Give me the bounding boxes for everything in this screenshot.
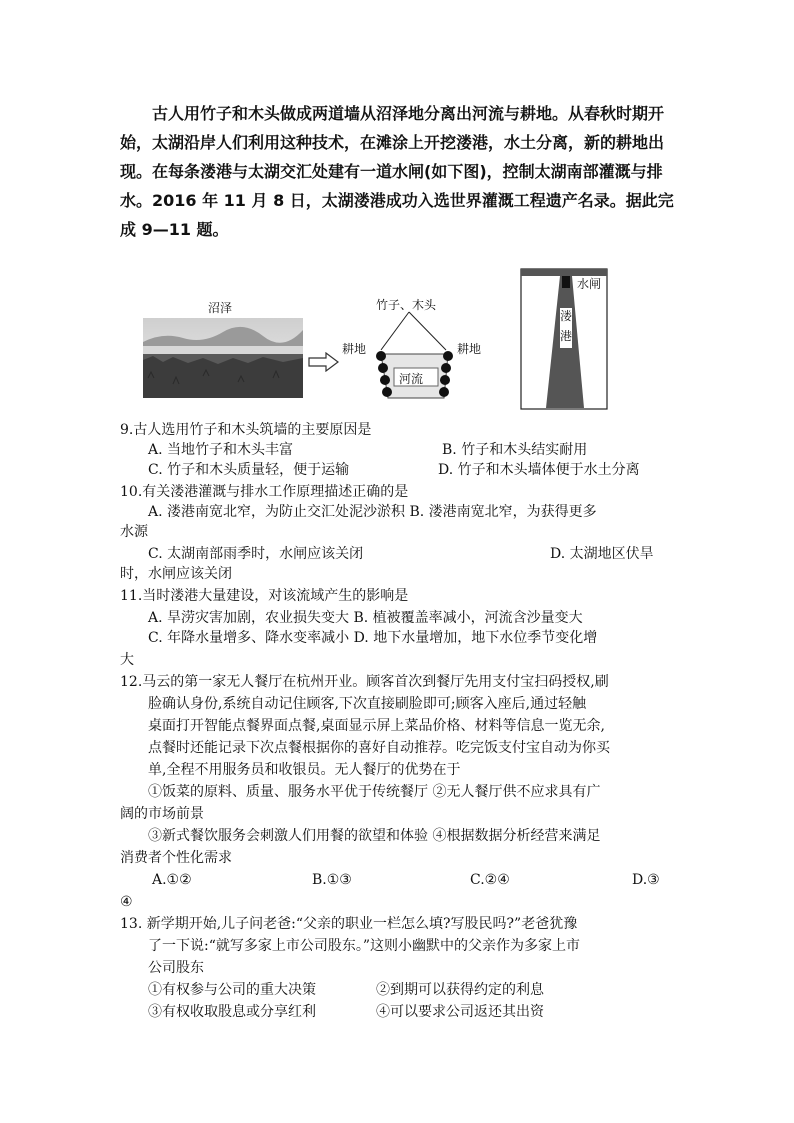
q10-options-ab-cont: 水源 bbox=[120, 524, 148, 540]
intro-line: 水。2016 年 11 月 8 日，太湖溇港成功入选世界灌溉工程遗产名录。据此完 bbox=[120, 191, 674, 210]
arrow-icon bbox=[308, 352, 340, 372]
lougang-label-1: 溇 bbox=[560, 309, 573, 323]
q12-option-c: C.②④ bbox=[470, 872, 510, 888]
intro-line: 古人用竹子和木头做成两道墙从沼泽地分离出河流与耕地。从春秋时期开 bbox=[152, 104, 665, 123]
intro-line: 始，太湖沿岸人们利用这种技术，在滩涂上开挖溇港，水土分离，新的耕地出 bbox=[120, 133, 665, 152]
q12-statement-1-cont: 阔的市场前景 bbox=[120, 806, 204, 822]
q9-option-d: D. 竹子和木头墙体便于水土分离 bbox=[438, 462, 640, 478]
q12-option-d-cont: ④ bbox=[120, 894, 133, 910]
q10-stem: 10.有关溇港灌溉与排水工作原理描述正确的是 bbox=[120, 484, 409, 500]
lougang-label-2: 港 bbox=[560, 329, 573, 343]
q10-option-d: D. 太湖地区伏旱 bbox=[550, 546, 654, 562]
marsh-photo bbox=[143, 318, 303, 398]
q9-stem: 9.古人选用竹子和木头筑墙的主要原因是 bbox=[120, 422, 372, 438]
intro-line: 现。在每条溇港与太湖交汇处建有一道水闸(如下图)，控制太湖南部灌溉与排 bbox=[120, 162, 663, 181]
river-cross-section bbox=[366, 308, 486, 418]
q13-statement-2: ②到期可以获得约定的利息 bbox=[376, 982, 544, 998]
intro-line: 成 9—11 题。 bbox=[120, 220, 229, 239]
q11-options-cd-cont: 大 bbox=[120, 652, 134, 668]
farmland-left-label: 耕地 bbox=[342, 342, 367, 356]
q13-statement-4: ④可以要求公司返还其出资 bbox=[376, 1004, 544, 1020]
q12-option-a: A.①② bbox=[152, 872, 192, 888]
q12-line: 脸确认身份,系统自动记住顾客,下次直接刷脸即可;顾客入座后,通过轻触 bbox=[148, 696, 587, 712]
q10-option-d-cont: 时，水闸应该关闭 bbox=[120, 566, 232, 582]
bamboo-wood-label: 竹子、木头 bbox=[376, 298, 437, 312]
q12-statement-2: ③新式餐饮服务会刺激人们用餐的欲望和体验 ④根据数据分析经营来满足 bbox=[148, 828, 601, 844]
q12-option-d: D.③ bbox=[632, 872, 660, 888]
lougang-figure bbox=[120, 266, 680, 416]
q11-options-cd: C. 年降水量增多、降水变率减小 D. 地下水量增加，地下水位季节变化增 bbox=[148, 630, 598, 646]
q11-options-ab: A. 旱涝灾害加剧，农业损失变大 B. 植被覆盖率减小，河流含沙量变大 bbox=[148, 610, 583, 626]
q12-line: 12.马云的第一家无人餐厅在杭州开业。顾客首次到餐厅先用支付宝扫码授权,刷 bbox=[120, 674, 609, 690]
marsh-label: 沼泽 bbox=[208, 301, 233, 315]
q10-options-ab: A. 溇港南宽北窄，为防止交汇处泥沙淤积 B. 溇港南宽北窄，为获得更多 bbox=[148, 504, 597, 520]
q13-line: 13. 新学期开始,儿子问老爸:“父亲的职业一栏怎么填?写股民吗?”老爸犹豫 bbox=[120, 916, 578, 932]
questions bbox=[120, 420, 690, 1020]
q10-option-c: C. 太湖南部雨季时，水闸应该关闭 bbox=[148, 546, 364, 562]
farmland-right-label: 耕地 bbox=[457, 342, 482, 356]
intro-paragraph bbox=[120, 99, 680, 244]
q11-stem: 11.当时溇港大量建设，对该流域产生的影响是 bbox=[120, 588, 409, 604]
q9-option-b: B. 竹子和木头结实耐用 bbox=[442, 442, 588, 458]
q13-statement-1: ①有权参与公司的重大决策 bbox=[148, 982, 316, 998]
q12-statement-2-cont: 消费者个性化需求 bbox=[120, 850, 232, 866]
q13-line: 了一下说:“就写多家上市公司股东。”这则小幽默中的父亲作为多家上市 bbox=[148, 938, 581, 954]
q9-option-c: C. 竹子和木头质量轻，便于运输 bbox=[148, 462, 350, 478]
q12-line: 桌面打开智能点餐界面点餐,桌面显示屏上菜品价格、材料等信息一览无余, bbox=[148, 718, 605, 734]
sluice-label: 水闸 bbox=[577, 277, 602, 291]
q9-option-a: A. 当地竹子和木头丰富 bbox=[148, 442, 294, 458]
river-label: 河流 bbox=[399, 372, 424, 386]
q13-statement-3: ③有权收取股息或分享红利 bbox=[148, 1004, 316, 1020]
q12-option-b: B.①③ bbox=[312, 872, 352, 888]
q12-line: 单,全程不用服务员和收银员。无人餐厅的优势在于 bbox=[148, 762, 461, 778]
q13-line: 公司股东 bbox=[148, 960, 204, 976]
q12-statement-1: ①饭菜的原料、质量、服务水平优于传统餐厅 ②无人餐厅供不应求具有广 bbox=[148, 784, 601, 800]
q12-line: 点餐时还能记录下次点餐根据你的喜好自动推荐。吃完饭支付宝自动为你买 bbox=[148, 740, 610, 756]
